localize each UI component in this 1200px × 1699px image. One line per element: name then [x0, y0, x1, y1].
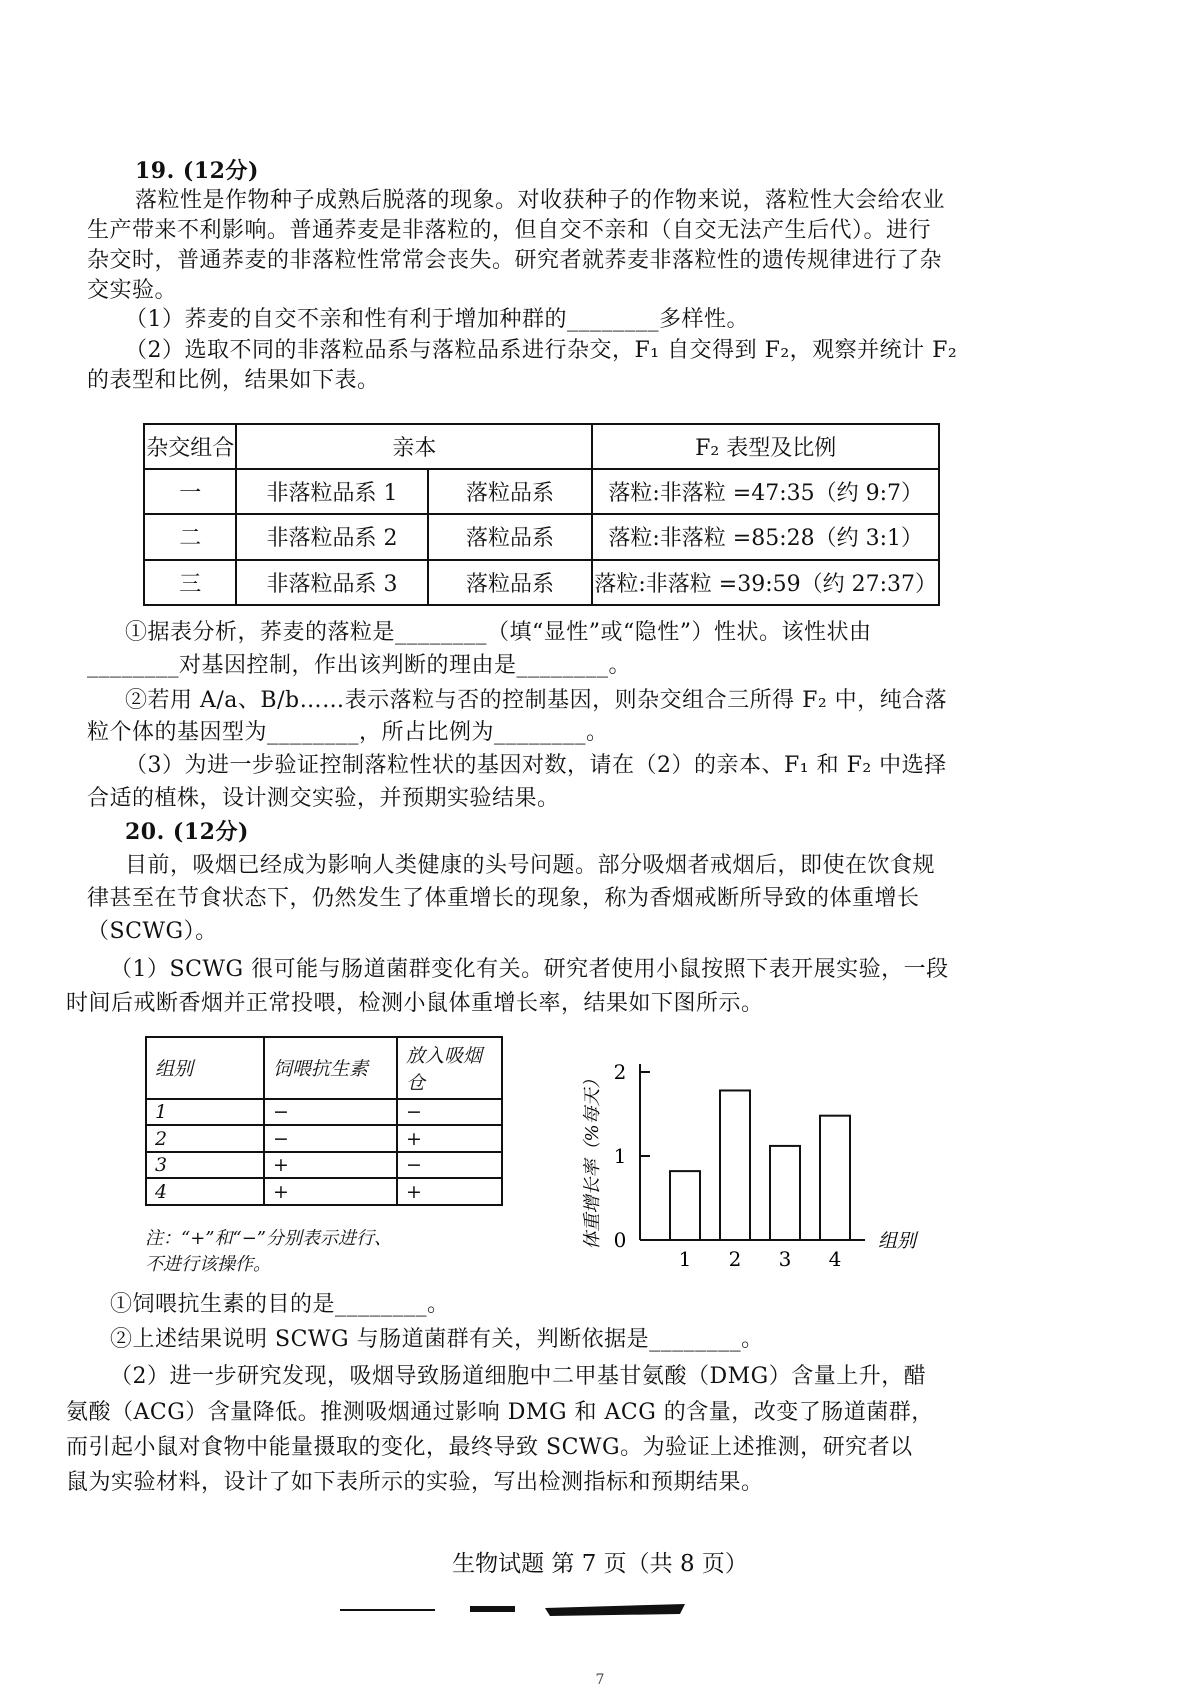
x-tick-label: 2 [728, 1247, 742, 1271]
q19-intro-line-1: 落粒性是作物种子成熟后脱落的现象。对收获种子的作物来说，落粒性大会给农业 [135, 188, 946, 213]
table-row [144, 514, 939, 559]
q20-intro-line-3: （SCWG）。 [87, 919, 218, 944]
table-cell: + [264, 1152, 397, 1179]
q19-sub2-line-1: ②若用 A/a、B/b……表示落粒与否的控制基因，则杂交组合三所得 F₂ 中，纯合落 [125, 688, 948, 713]
q19-part1: （1）荞麦的自交不亲和性有利于增加种群的________多样性。 [125, 307, 749, 332]
table-cell: − [397, 1099, 502, 1126]
table-row [146, 1099, 502, 1126]
table-cell: 4 [146, 1178, 264, 1205]
scan-mark [470, 1606, 515, 1612]
q20-group-table [145, 1036, 503, 1206]
q20-part2-line-4: 鼠为实验材料，设计了如下表所示的实验，写出检测指标和预期结果。 [66, 1470, 764, 1495]
y-axis-label: 体重增长率（%每天） [582, 1070, 603, 1250]
table-cell: 落粒品系 [428, 514, 593, 559]
table-cell: 二 [144, 514, 236, 559]
footer-scan-marks [340, 1600, 700, 1620]
table-cell: − [264, 1125, 397, 1152]
table-cell: 落粒:非落粒 =85:28（约 3:1） [592, 514, 939, 559]
q19-part3-line-2: 合适的植株，设计测交实验，并预期实验结果。 [87, 786, 560, 811]
table-header: 放入吸烟仓 [397, 1037, 502, 1099]
table-cell: 3 [146, 1152, 264, 1179]
y-tick-label: 1 [613, 1144, 627, 1168]
table-cell: 非落粒品系 3 [236, 560, 427, 605]
table-row [146, 1152, 502, 1179]
x-tick-label: 3 [778, 1247, 792, 1271]
table-cell: − [397, 1152, 502, 1179]
table-row [146, 1125, 502, 1152]
table-cell: 非落粒品系 2 [236, 514, 427, 559]
q19-cross-table [143, 423, 940, 606]
q20-part1-line-1: （1）SCWG 很可能与肠道菌群变化有关。研究者使用小鼠按照下表开展实验，一段 [110, 957, 949, 982]
page-footer: 生物试题 第 7 页（共 8 页） [452, 1551, 748, 1577]
y-tick-label: 2 [613, 1060, 627, 1084]
q19-title: 19. (12分) [135, 158, 259, 184]
bar [670, 1171, 700, 1240]
table-row [144, 560, 939, 605]
q20-intro-line-1: 目前，吸烟已经成为影响人类健康的头号问题。部分吸烟者戒烟后，即使在饮食规 [125, 853, 936, 878]
bar [820, 1116, 850, 1240]
table-cell: 2 [146, 1125, 264, 1152]
table-cell: 落粒:非落粒 =47:35（约 9:7） [592, 469, 939, 514]
x-tick-label: 1 [678, 1247, 692, 1271]
q20-intro-line-2: 律甚至在节食状态下，仍然发生了体重增长的现象，称为香烟戒断所导致的体重增长 [87, 886, 920, 911]
table-cell: 落粒:非落粒 =39:59（约 27:37） [592, 560, 939, 605]
q19-sub2-line-2: 粒个体的基因型为________，所占比例为________。 [87, 720, 609, 745]
q19-sub1-line-1: ①据表分析，荞麦的落粒是________（填“显性”或“隐性”）性状。该性状由 [125, 620, 872, 645]
table-cell: + [264, 1178, 397, 1205]
table-cell: + [397, 1178, 502, 1205]
q20-part1-line-2: 时间后戒断香烟并正常投喂，检测小鼠体重增长率，结果如下图所示。 [66, 991, 764, 1016]
q20-sub2: ②上述结果说明 SCWG 与肠道菌群有关，判断依据是________。 [110, 1327, 764, 1352]
q20-table-note-line-2: 不进行该操作。 [145, 1254, 271, 1275]
x-tick-label: 4 [828, 1247, 842, 1271]
q20-part2-line-2: 氨酸（ACG）含量降低。推测吸烟通过影响 DMG 和 ACG 的含量，改变了肠道菌群， [66, 1400, 934, 1425]
scan-mark [545, 1604, 685, 1616]
bar [770, 1146, 800, 1240]
q19-part2-line-1: （2）选取不同的非落粒品系与落粒品系进行杂交，F₁ 自交得到 F₂，观察并统计 F₂ [125, 338, 958, 363]
page-number: 7 [595, 1672, 605, 1688]
table-row [146, 1178, 502, 1205]
table-cell: − [264, 1099, 397, 1126]
q19-part3-line-1: （3）为进一步验证控制落粒性状的基因对数，请在（2）的亲本、F₁ 和 F₂ 中选择 [125, 753, 947, 778]
table-cell: 一 [144, 469, 236, 514]
table-header: F₂ 表型及比例 [592, 424, 939, 469]
table-header: 组别 [146, 1037, 264, 1099]
table-header: 饲喂抗生素 [264, 1037, 397, 1099]
q19-sub1-line-2: ________对基因控制，作出该判断的理由是________。 [87, 653, 632, 678]
y-tick-label: 0 [613, 1228, 627, 1252]
bar [720, 1090, 750, 1240]
q20-part2-line-3: 而引起小鼠对食物中能量摄取的变化，最终导致 SCWG。为验证上述推测，研究者以 [66, 1435, 913, 1460]
x-axis-label: 组别 [878, 1230, 917, 1252]
table-cell: 三 [144, 560, 236, 605]
table-cell: + [397, 1125, 502, 1152]
table-row [144, 469, 939, 514]
table-cell: 落粒品系 [428, 560, 593, 605]
table-cell: 非落粒品系 1 [236, 469, 427, 514]
q19-part2-line-2: 的表型和比例，结果如下表。 [87, 368, 380, 393]
q20-table-note-line-1: 注：“+”和“−”分别表示进行、 [145, 1228, 392, 1249]
q20-title: 20. (12分) [125, 819, 249, 845]
q19-intro-line-3: 杂交时，普通荞麦的非落粒性常常会丧失。研究者就荞麦非落粒性的遗传规律进行了杂 [87, 248, 943, 273]
table-cell: 落粒品系 [428, 469, 593, 514]
q19-intro-line-4: 交实验。 [87, 278, 178, 303]
weight-gain-bar-chart [580, 1040, 960, 1280]
table-header: 亲本 [236, 424, 592, 469]
q20-part2-line-1: （2）进一步研究发现，吸烟导致肠道细胞中二甲基甘氨酸（DMG）含量上升，醋 [110, 1364, 927, 1389]
q19-intro-line-2: 生产带来不利影响。普通荞麦是非落粒的，但自交不亲和（自交无法产生后代）。进行 [87, 218, 932, 243]
q20-sub1: ①饲喂抗生素的目的是________。 [110, 1292, 450, 1317]
table-cell: 1 [146, 1099, 264, 1126]
table-header: 杂交组合 [144, 424, 236, 469]
